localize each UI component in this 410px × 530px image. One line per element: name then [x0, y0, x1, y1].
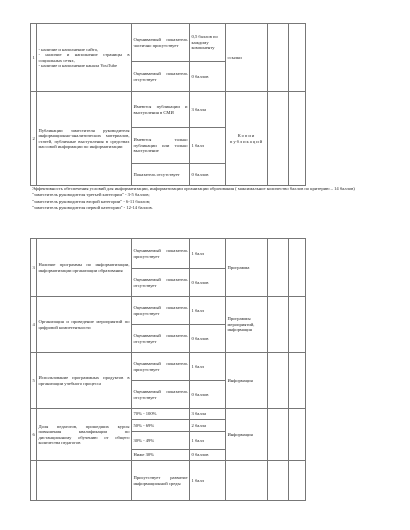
empty-cell [268, 24, 289, 92]
empty-cell [289, 353, 306, 409]
score-cell: 0,5 баллов по каждому компоненту [190, 24, 226, 62]
empty-cell [268, 92, 289, 186]
confirmation-cell: Копии публикаций [226, 92, 268, 186]
score-cell: 1 балл [190, 239, 226, 269]
criterion-cell: Оценивaемый показатель частично присутствует [132, 24, 190, 62]
score-cell: 0 баллов [190, 164, 226, 186]
criterion-cell: Оцениваемый показатель присутствует [132, 239, 190, 269]
row-number: 5 [31, 353, 37, 409]
indicator-cell [37, 24, 132, 92]
indicator-cell: Доля педагогов, прошедших курсы повышения квалификации по дистанционному обучению от общего количества педагогов [37, 409, 132, 461]
indicator-cell: Организация и проведение мероприятий по цифровой компетентности [37, 297, 132, 353]
indicator-text: - наличие и наполнение сайта, - наличие и наполнение страницы в социальных сетях, - наличие и наполнение канала YouTube [38, 46, 130, 68]
criteria-table-bottom [30, 238, 306, 501]
empty-cell [289, 239, 306, 297]
criterion-cell: Оцениваемый показатель присутствует [132, 297, 190, 325]
row-number: 4 [31, 297, 37, 353]
criterion-cell: Присутствует развитие информационной среды [132, 461, 190, 501]
criterion-cell: Оцениваемый показатель отсутствует [132, 269, 190, 297]
criterion-cell: 30% - 49% [132, 432, 190, 450]
score-cell: 2 балла [190, 420, 226, 432]
row-number: 3 [31, 239, 37, 297]
empty-cell [289, 409, 306, 461]
section-description [32, 186, 404, 212]
indicator-cell [37, 461, 132, 501]
criterion-cell: 50% - 69% [132, 420, 190, 432]
section-title: Эффективность обеспечения условий для информатизации, информатизации организации образования ( максимальное количество баллов по критерию – 14 баллов) [32, 186, 355, 191]
criterion-cell: Имеются публикации и выступления в СМИ [132, 92, 190, 128]
confirmation-cell: Информация [226, 409, 268, 461]
confirmation-cell: ссылки [226, 24, 268, 92]
criteria-table-top [30, 23, 306, 186]
score-cell: 1 балл [190, 128, 226, 164]
category-line: "заместитель руководителя третьей категории" - 3-5 баллов; [32, 192, 150, 198]
criterion-cell: Оцениваемый показатель отсутствует [132, 62, 190, 92]
score-cell: 0 баллов [190, 325, 226, 353]
row-number: 6 [31, 409, 37, 461]
empty-cell [289, 461, 306, 501]
indicator-cell: Публикации заместителя руководителя информационно-аналитических материалов, статей, публичные выступления в средствах массовой информации по информатизации [37, 92, 132, 186]
criterion-cell: Оцениваемый показатель отсутствует [132, 381, 190, 409]
score-cell: 0 баллов [190, 381, 226, 409]
indicator-cell: Использование программных продуктов в организации учебного процесса [37, 353, 132, 409]
score-cell: 0 баллов [190, 62, 226, 92]
category-line: "заместитель руководителя второй категории" - 6-11 баллов; [32, 198, 151, 204]
score-cell: 0 баллов [190, 269, 226, 297]
score-cell: 3 балла [190, 409, 226, 420]
empty-cell [289, 92, 306, 186]
score-cell: 1 балл [190, 432, 226, 450]
score-cell: 0 баллов [190, 450, 226, 461]
row-number: 2 [31, 92, 37, 186]
empty-cell [289, 297, 306, 353]
category-line: "заместитель руководителя первой категории" - 12-14 баллов. [32, 205, 153, 211]
indicator-cell: Наличие программы по информатизации, информатизации организации образования [37, 239, 132, 297]
empty-cell [268, 297, 289, 353]
score-cell: 1 балл [190, 353, 226, 381]
criterion-cell: Оцениваемый показатель отсутствует [132, 325, 190, 353]
empty-cell [268, 409, 289, 461]
empty-cell [268, 353, 289, 409]
confirmation-cell: Программа [226, 239, 268, 297]
criterion-cell: Имеются только публикации или только выступление [132, 128, 190, 164]
confirmation-cell: Программы мероприятий, информация [226, 297, 268, 353]
criterion-cell: Показатель отсутствует [132, 164, 190, 186]
empty-cell [268, 239, 289, 297]
empty-cell [289, 24, 306, 92]
empty-cell [268, 461, 289, 501]
criterion-cell: Ниже 30% [132, 450, 190, 461]
row-number: 1 [31, 24, 37, 92]
score-cell: 1 балл [190, 461, 226, 501]
confirmation-cell: Информация [226, 353, 268, 409]
criterion-cell: Оцениваемый показатель присутствует [132, 353, 190, 381]
score-cell: 3 балла [190, 92, 226, 128]
confirmation-cell [226, 461, 268, 501]
criterion-cell: 70% - 100% [132, 409, 190, 420]
score-cell: 1 балл [190, 297, 226, 325]
